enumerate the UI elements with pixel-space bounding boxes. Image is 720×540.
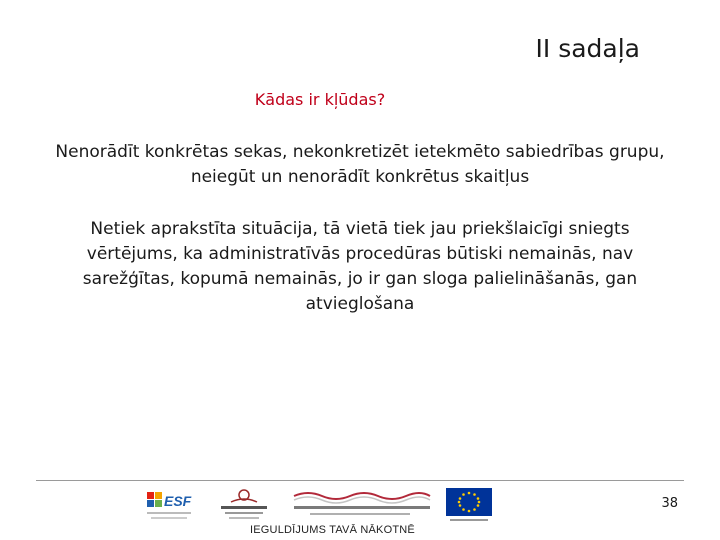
- footer-divider: [36, 480, 684, 481]
- paragraph-line: Netiek aprakstīta situācija, tā vietā tiek jau priekšlaicīgi sniegts: [90, 219, 630, 239]
- paragraph-line: Nenorādīt konkrētas sekas, nekonkretizēt ietekmēto sabiedrības grupu,: [55, 142, 665, 162]
- eu-flag-graphic: [446, 486, 492, 526]
- sif-logo: [290, 488, 432, 520]
- paragraph-line: vērtējums, ka administratīvās procedūras būtiski nemainās, nav: [86, 244, 634, 264]
- paragraph-line: sarežģītas, kopumā nemainās, jo ir gan sloga palielināšanās, gan: [82, 269, 638, 289]
- paragraph-errors-1: [20, 140, 700, 190]
- page-number: 38: [661, 496, 678, 511]
- slide-question: Kādas ir kļūdas?: [254, 90, 386, 109]
- ministry-logo-graphic: [213, 486, 275, 526]
- paragraph-line: neiegūt un nenorādīt konkrētus skaitļus: [190, 167, 530, 187]
- svg-text:ESF: ESF: [164, 493, 192, 509]
- eu-flag-logo: [446, 486, 492, 526]
- footer-motto: IEGULDĪJUMS TAVĀ NĀKOTNĒ: [250, 524, 415, 536]
- paragraph-line: atvieglošana: [305, 294, 415, 314]
- esf-logo-graphic: [133, 486, 203, 526]
- esf-logo: [133, 486, 203, 526]
- slide-title: II sadaļa: [535, 34, 640, 63]
- sif-logo-graphic: [290, 488, 432, 520]
- paragraph-errors-2: [40, 217, 680, 317]
- ministry-logo: [213, 486, 275, 526]
